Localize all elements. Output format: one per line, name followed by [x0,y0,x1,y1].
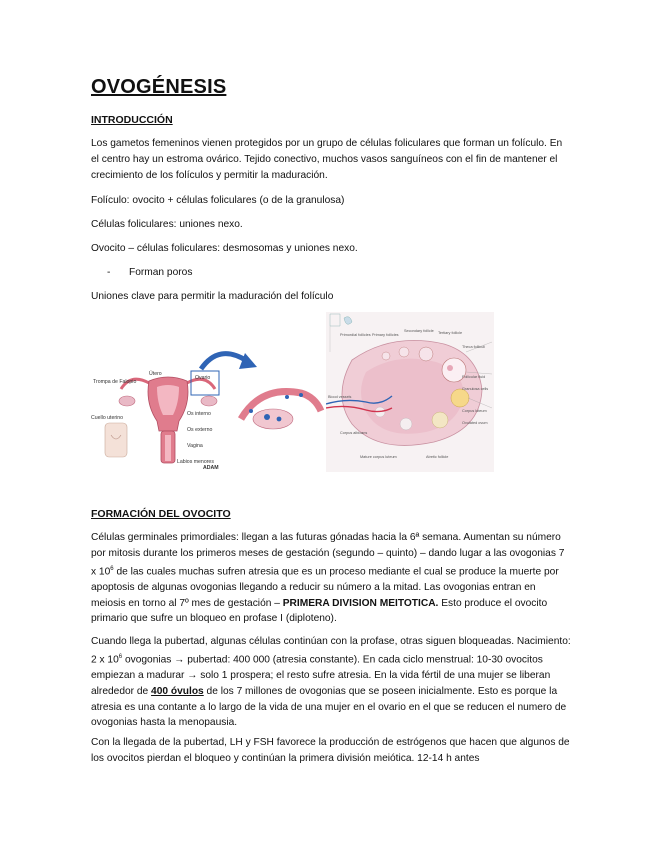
corpus-albicans [400,418,412,430]
follicle-primary [399,347,409,357]
ovary-detail [253,409,293,429]
label-corpus-albicans: Corpus albicans [340,431,368,435]
intro-paragraph-4: Ovocito – células foliculares: desmosomas y uniones nexo. [91,243,358,254]
uterus-anatomy-figure [91,345,325,473]
ovary-right [201,396,217,406]
label-theca: Theca folliculi [462,345,486,349]
label-mature-corpus-luteum: Mature corpus luteum [360,455,397,459]
formacion-paragraph-2: Cuando llega la pubertad, algunas células continúan con la profase, otras siguen bloqueadas. Nacimiento: 2 x $10^6$ ovogonias → pubertad: 400 000 (atresia constante). En cada ciclo menstrual: 10-30 ovocitos empiezan a madurar → solo 1 prospera; el resto sufre atresia. En la vida fértil de una mujer se liberan alrededor de 400 óvulos de los 7 millones de ovogonias que se poseen inicialmente. Esto es porque la atresia es una contante a lo largo de la vida de una mujer en el ovario en el que se reducen el numero de ovogonias hasta la menopausia. [91,636,571,729]
list-item [107,265,192,281]
follicle-secondary [419,347,433,361]
label-os-interno: Os interno [187,411,211,417]
label-tertiary: Tertiary follicle [438,331,463,335]
label-primordial: Primordial follicles [340,333,371,337]
label-atretic: Atretic follicle [426,455,449,459]
page-title: OVOGÉNESIS [91,76,227,98]
adam-logo: ADAM [203,465,219,471]
intro-paragraph-5: Uniones clave para permitir la maduración del folículo [91,291,334,302]
label-os-externo: Os externo [187,427,213,433]
label-follicular-fluid: Follicular fluid [462,375,486,379]
bullet-dash: - [107,267,111,278]
label-blood-vessels: Blood vessels [328,395,352,399]
corpus-luteum [451,389,469,407]
label-utero: Útero [149,371,162,377]
label-cuello: Cuello uterino [91,415,124,421]
label-granulosa: Granulosa cells [462,387,489,391]
intro-paragraph-3: Células foliculares: uniones nexo. [91,219,243,230]
label-primary: Primary follicles [372,333,399,337]
label-ovulated: Ovulated ovum [462,421,488,425]
label-secondary: Secondary follicle [404,329,434,333]
label-ovario: Ovario [195,375,211,381]
intro-paragraph-2: Folículo: ovocito + células foliculares (o de la granulosa) [91,195,345,206]
follicle-primordial [382,352,390,360]
label-corpus-luteum: Corpus luteum [462,409,487,413]
formacion-paragraph-1: Células germinales primordiales: llegan a las futuras gónadas hacia la 6ª semana. Aumentan su número por mitosis durante los primeros meses de gestación (segundo – quinto) – dando lugar a las ovogonias 7 x $10^6$ de las cuales muchas sufren atresia que es un proceso mediante el cual se produce la muerte por apoptosis de algunas ovogonias llegando a reducir su número a la mitad. Las ovogonias entran en meiosis en torno al 7º mes de gestación – PRIMERA DIVISION MEITOTICA. Esto produce el ovocito primario que sufre un bloqueo en profase I (diploteno). [91,532,565,625]
pelvis-inset-icon [105,423,127,457]
section-heading-formacion: FORMACIÓN DEL OVOCITO [91,508,231,520]
section-heading-introduccion: INTRODUCCIÓN [91,114,173,126]
ovarian-cycle-figure [326,312,494,472]
formacion-paragraph-3: Con la llegada de la pubertad, LH y FSH favorece la producción de estrógenos que hacen que algunos de los ovocitos pierdan el bloqueo y continúan la primera división meiótica. 12-14 h antes [91,737,570,764]
label-labios: Labios menores [177,459,214,465]
label-trompa: Trompa de Falopio [93,379,137,385]
label-vagina: Vagina [187,443,203,449]
bullet-text: Forman poros [129,267,193,278]
intro-paragraph-1: Los gametos femeninos vienen protegidos por un grupo de células foliculares que forman un folículo. En el centro hay un estroma ovárico. Tejido conectivo, muchos vasos sanguíneos con el fin de mantener el crecimiento de los folículos y permitir la maduración. [91,138,563,181]
ovary-left [119,396,135,406]
